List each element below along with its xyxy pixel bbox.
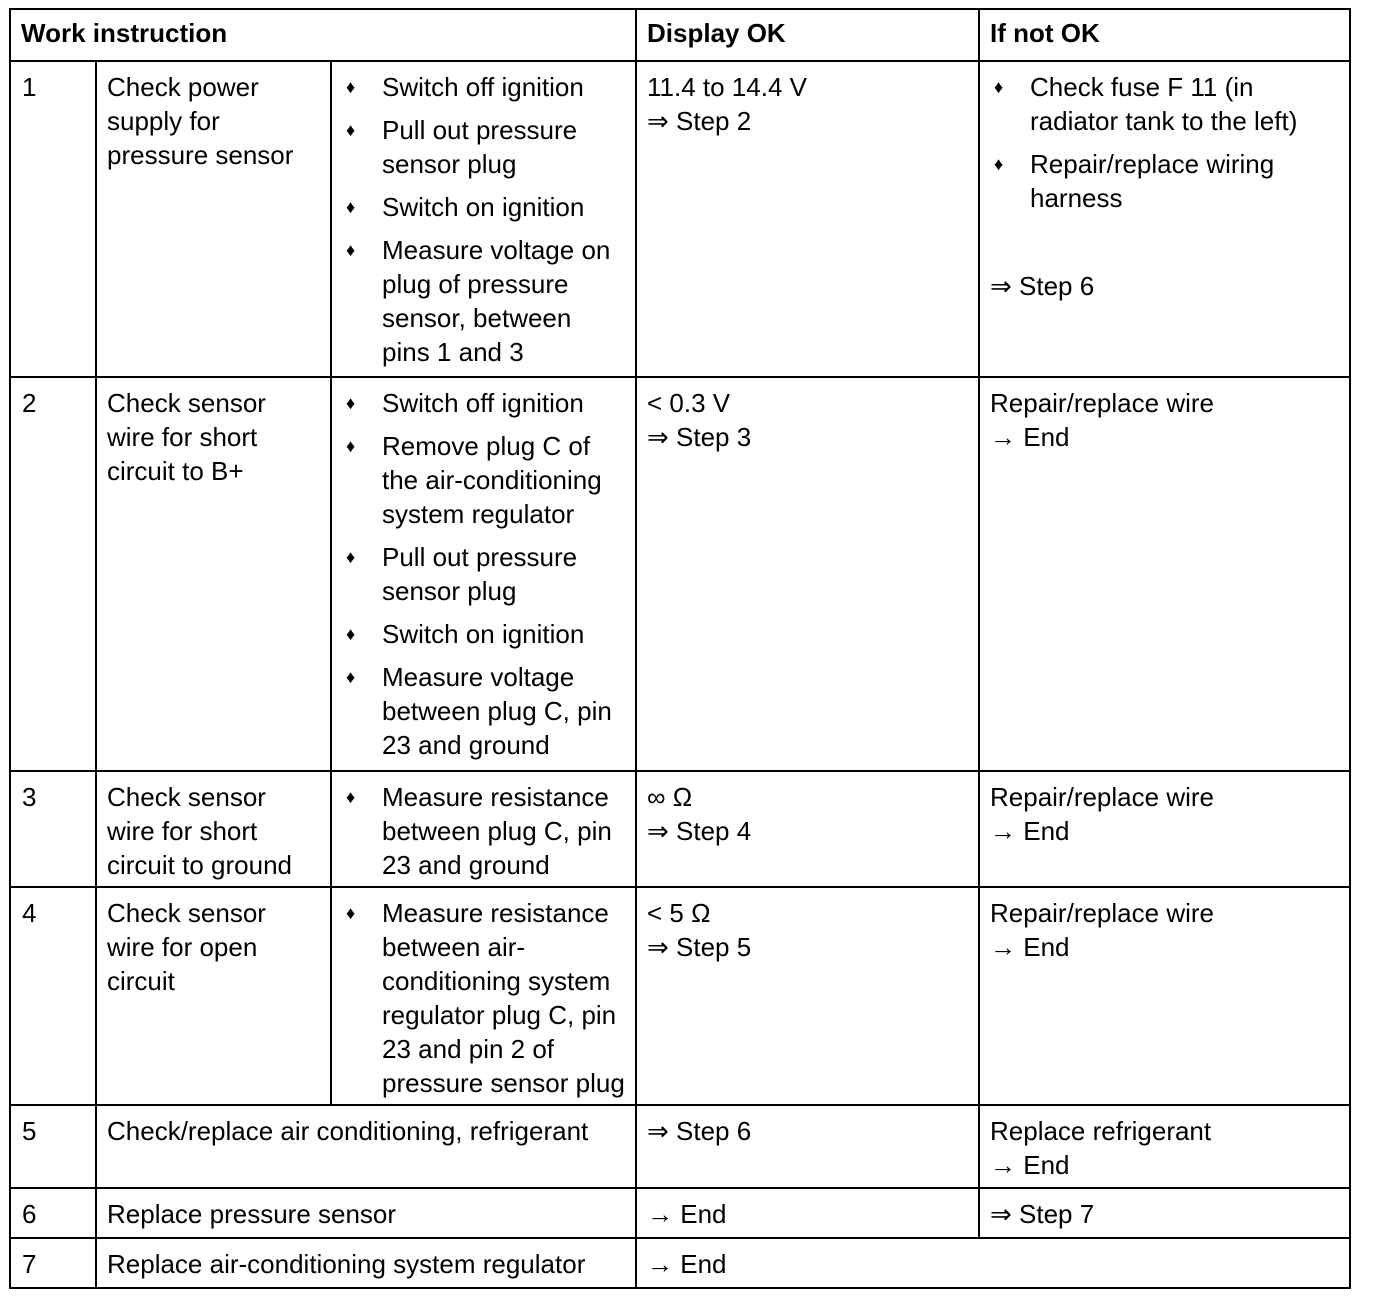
display-ok-cell [636,771,979,887]
table-row [10,1238,1350,1288]
header-if-not-ok: If not OK [979,9,1350,61]
if-not-ok-cell [979,61,1350,377]
list-item: ♦ Repair/replace wiring harness [994,149,1275,213]
table-row [10,61,1350,377]
not-ok-action: Repair/replace wire [990,388,1214,418]
instruction-cell: Replace pressure sensor [96,1188,636,1238]
list-item: ♦ Measure voltage on plug of pressure sensor, between pins 1 and 3 [346,235,611,367]
display-next-step: ⇒ Step 5 [647,932,752,962]
list-item: ♦ Pull out pressure sensor plug [346,542,578,606]
diamond-bullet-icon: ♦ [346,197,356,217]
display-next-step: ⇒ Step 3 [647,422,752,452]
diamond-bullet-icon: ♦ [994,77,1004,97]
check-description: Check sensor wire for short circuit to ground [96,771,331,887]
not-ok-action: Repair/replace wire [990,782,1214,812]
diamond-bullet-icon: ♦ [346,77,356,97]
instruction-cell: Replace air-conditioning system regulator [96,1238,636,1288]
step-number: 7 [10,1238,96,1288]
table-row [10,1188,1350,1238]
display-value: < 0.3 V [647,388,731,418]
header-display-ok: Display OK [636,9,979,61]
procedure-cell [331,377,636,771]
procedure-cell [331,61,636,377]
if-not-ok-cell [979,1188,1350,1238]
not-ok-action: Replace refrigerant [990,1116,1212,1146]
list-item: ♦ Switch on ignition [346,192,585,222]
header-row [10,9,1350,61]
table-row [10,771,1350,887]
procedure-cell [331,887,636,1105]
list-item: ♦ Switch on ignition [346,619,585,649]
not-ok-next-step: → End [990,932,1070,962]
display-value: ∞ Ω [647,782,693,812]
not-ok-next-step: ⇒ Step 7 [990,1199,1095,1229]
table-row [10,887,1350,1105]
list-item: ♦ Pull out pressure sensor plug [346,115,578,179]
display-value: 11.4 to 14.4 V [647,72,807,102]
list-item: ♦ Remove plug C of the air-conditioning system regulator [346,431,602,529]
step-number: 1 [10,61,96,377]
step-number: 2 [10,377,96,771]
table-row [10,1105,1350,1188]
not-ok-next-step: → End [990,1150,1070,1180]
if-not-ok-cell [979,377,1350,771]
display-next-step: ⇒ Step 2 [647,106,752,136]
check-description: Check sensor wire for open circuit [96,887,331,1105]
instruction-cell: Check/replace air conditioning, refrigerant [96,1105,636,1188]
diamond-bullet-icon: ♦ [346,436,356,456]
diamond-bullet-icon: ♦ [346,667,356,687]
check-description: Check sensor wire for short circuit to B+ [96,377,331,771]
if-not-ok-cell [979,887,1350,1105]
list-item: ♦ Switch off ignition [346,388,584,418]
list-item: ♦ Measure voltage between plug C, pin 23 and ground [346,662,612,760]
display-ok-cell [636,1105,979,1188]
diamond-bullet-icon: ♦ [346,787,356,807]
diamond-bullet-icon: ♦ [346,120,356,140]
display-ok-cell [636,1238,1350,1288]
not-ok-next-step: → End [990,422,1070,452]
display-next-step: → End [647,1249,727,1279]
diamond-bullet-icon: ♦ [346,624,356,644]
list-item: ♦ Measure resistance between plug C, pin 23 and ground [346,782,612,880]
diamond-bullet-icon: ♦ [994,154,1004,174]
not-ok-next-step: → End [990,816,1070,846]
display-next-step: ⇒ Step 6 [647,1116,752,1146]
diamond-bullet-icon: ♦ [346,903,356,923]
table-row [10,377,1350,771]
list-item: ♦ Switch off ignition [346,72,584,102]
not-ok-next-step: ⇒ Step 6 [990,271,1095,301]
display-ok-cell [636,61,979,377]
work-instruction-table [9,8,1351,1289]
diamond-bullet-icon: ♦ [346,547,356,567]
work-instruction-table-container [9,8,1351,1289]
diamond-bullet-icon: ♦ [346,240,356,260]
display-ok-cell [636,887,979,1105]
display-ok-cell [636,1188,979,1238]
step-number: 6 [10,1188,96,1238]
list-item: ♦ Measure resistance between air-conditioning system regulator plug C, pin 23 and pin 2 of pressure sensor plug [346,898,625,1098]
list-item: ♦ Check fuse F 11 (in radiator tank to the left) [994,72,1298,136]
header-work-instruction: Work instruction [10,9,636,61]
step-number: 4 [10,887,96,1105]
procedure-cell [331,771,636,887]
display-next-step: → End [647,1199,727,1229]
step-number: 5 [10,1105,96,1188]
if-not-ok-cell [979,1105,1350,1188]
check-description: Check power supply for pressure sensor [96,61,331,377]
step-number: 3 [10,771,96,887]
display-ok-cell [636,377,979,771]
not-ok-action: Repair/replace wire [990,898,1214,928]
if-not-ok-cell [979,771,1350,887]
display-next-step: ⇒ Step 4 [647,816,752,846]
display-value: < 5 Ω [647,898,711,928]
diamond-bullet-icon: ♦ [346,393,356,413]
